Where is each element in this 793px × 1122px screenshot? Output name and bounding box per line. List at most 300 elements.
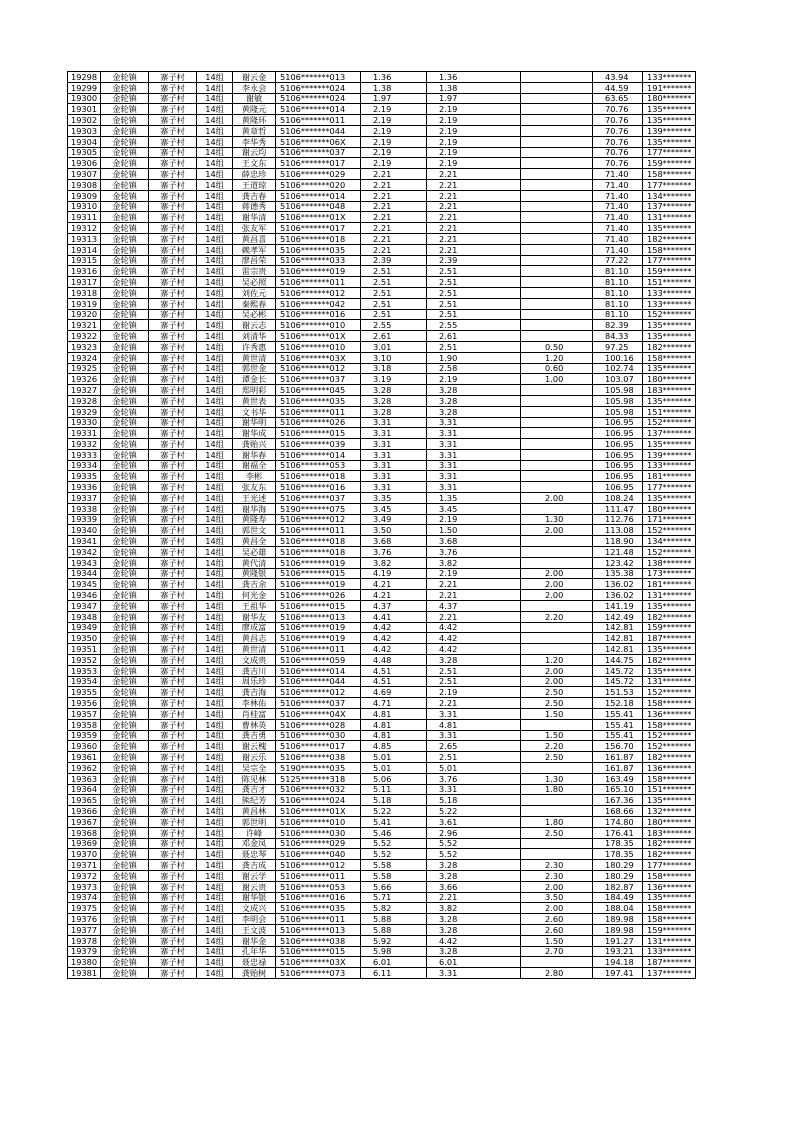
cell-town: 金轮镇 <box>101 633 149 644</box>
cell-total-area: 3.45 <box>361 503 427 514</box>
cell-group: 14组 <box>197 773 233 784</box>
table-row <box>68 471 696 482</box>
cell-town: 金轮镇 <box>101 601 149 612</box>
cell-town: 金轮镇 <box>101 255 149 266</box>
cell-id-number: 5106*******037 <box>276 698 361 709</box>
cell-row-number: 19330 <box>68 417 101 428</box>
cell-id-number: 5106*******019 <box>276 579 361 590</box>
cell-phone: 135******* <box>643 395 696 406</box>
cell-area-b <box>521 223 593 234</box>
cell-total-area: 4.85 <box>361 741 427 752</box>
cell-amount: 178.35 <box>593 838 643 849</box>
cell-total-area: 3.31 <box>361 428 427 439</box>
cell-amount: 105.98 <box>593 395 643 406</box>
cell-amount: 111.47 <box>593 503 643 514</box>
cell-area-a: 2.21 <box>427 201 521 212</box>
cell-group: 14组 <box>197 125 233 136</box>
cell-phone: 158******* <box>643 169 696 180</box>
cell-name: 谢华银 <box>233 892 276 903</box>
cell-id-number: 5106*******015 <box>276 946 361 957</box>
cell-amount: 144.75 <box>593 655 643 666</box>
cell-town: 金轮镇 <box>101 514 149 525</box>
cell-village: 寨子村 <box>149 676 197 687</box>
cell-phone: 135******* <box>643 439 696 450</box>
cell-area-b <box>521 763 593 774</box>
cell-village: 寨子村 <box>149 601 197 612</box>
cell-name: 谢云均 <box>233 147 276 158</box>
cell-id-number: 5106*******030 <box>276 730 361 741</box>
cell-row-number: 19324 <box>68 352 101 363</box>
table-row <box>68 255 696 266</box>
cell-amount: 71.40 <box>593 201 643 212</box>
cell-amount: 84.33 <box>593 331 643 342</box>
cell-phone: 135******* <box>643 115 696 126</box>
cell-id-number: 5106*******014 <box>276 449 361 460</box>
cell-id-number: 5106*******03X <box>276 352 361 363</box>
cell-id-number: 5106*******018 <box>276 233 361 244</box>
cell-group: 14组 <box>197 385 233 396</box>
table-row <box>68 136 696 147</box>
cell-name: 文成贵 <box>233 655 276 666</box>
cell-town: 金轮镇 <box>101 93 149 104</box>
cell-id-number: 5106*******01X <box>276 806 361 817</box>
cell-amount: 155.41 <box>593 709 643 720</box>
cell-phone: 132******* <box>643 806 696 817</box>
cell-village: 寨子村 <box>149 752 197 763</box>
cell-name: 肖桂富 <box>233 709 276 720</box>
cell-row-number: 19337 <box>68 493 101 504</box>
cell-area-a: 2.51 <box>427 287 521 298</box>
cell-total-area: 4.37 <box>361 601 427 612</box>
cell-area-a: 5.18 <box>427 795 521 806</box>
cell-village: 寨子村 <box>149 493 197 504</box>
cell-area-b: 1.30 <box>521 773 593 784</box>
cell-village: 寨子村 <box>149 417 197 428</box>
table-row <box>68 460 696 471</box>
cell-row-number: 19368 <box>68 827 101 838</box>
cell-group: 14组 <box>197 352 233 363</box>
cell-total-area: 5.41 <box>361 816 427 827</box>
cell-total-area: 3.50 <box>361 525 427 536</box>
cell-village: 寨子村 <box>149 104 197 115</box>
cell-phone: 134******* <box>643 190 696 201</box>
cell-total-area: 3.31 <box>361 439 427 450</box>
cell-area-a: 2.51 <box>427 676 521 687</box>
cell-area-a: 4.42 <box>427 935 521 946</box>
cell-area-a: 1.38 <box>427 82 521 93</box>
cell-name: 黄昌全 <box>233 536 276 547</box>
cell-village: 寨子村 <box>149 687 197 698</box>
cell-town: 金轮镇 <box>101 363 149 374</box>
cell-group: 14组 <box>197 503 233 514</box>
cell-name: 郭世金 <box>233 363 276 374</box>
table-row <box>68 655 696 666</box>
cell-area-b <box>521 212 593 223</box>
cell-row-number: 19298 <box>68 72 101 83</box>
cell-group: 14组 <box>197 406 233 417</box>
cell-town: 金轮镇 <box>101 385 149 396</box>
cell-amount: 191.27 <box>593 935 643 946</box>
cell-area-a: 2.21 <box>427 169 521 180</box>
cell-village: 寨子村 <box>149 482 197 493</box>
cell-amount: 197.41 <box>593 968 643 979</box>
cell-town: 金轮镇 <box>101 503 149 514</box>
cell-amount: 70.76 <box>593 158 643 169</box>
cell-phone: 173******* <box>643 568 696 579</box>
cell-name: 聂忠琴 <box>233 849 276 860</box>
cell-amount: 123.42 <box>593 557 643 568</box>
cell-village: 寨子村 <box>149 266 197 277</box>
cell-group: 14组 <box>197 838 233 849</box>
cell-area-b <box>521 536 593 547</box>
cell-town: 金轮镇 <box>101 957 149 968</box>
cell-area-a: 2.39 <box>427 255 521 266</box>
cell-phone: 135******* <box>643 331 696 342</box>
cell-amount: 113.08 <box>593 525 643 536</box>
cell-group: 14组 <box>197 136 233 147</box>
cell-town: 金轮镇 <box>101 655 149 666</box>
cell-total-area: 3.28 <box>361 395 427 406</box>
cell-total-area: 5.58 <box>361 870 427 881</box>
cell-id-number: 5106*******019 <box>276 557 361 568</box>
table-row <box>68 665 696 676</box>
table-row <box>68 816 696 827</box>
cell-town: 金轮镇 <box>101 892 149 903</box>
table-row <box>68 125 696 136</box>
cell-area-b <box>521 136 593 147</box>
cell-amount: 71.40 <box>593 212 643 223</box>
cell-town: 金轮镇 <box>101 331 149 342</box>
cell-area-a: 2.19 <box>427 147 521 158</box>
cell-area-a: 4.37 <box>427 601 521 612</box>
cell-id-number: 5106*******04X <box>276 709 361 720</box>
table-row <box>68 363 696 374</box>
cell-amount: 81.10 <box>593 266 643 277</box>
table-row <box>68 406 696 417</box>
table-row <box>68 752 696 763</box>
cell-id-number: 5106*******037 <box>276 493 361 504</box>
cell-town: 金轮镇 <box>101 611 149 622</box>
cell-group: 14组 <box>197 881 233 892</box>
cell-amount: 82.39 <box>593 320 643 331</box>
cell-row-number: 19377 <box>68 924 101 935</box>
cell-total-area: 4.21 <box>361 590 427 601</box>
cell-area-a: 2.21 <box>427 190 521 201</box>
cell-area-a: 1.36 <box>427 72 521 83</box>
cell-group: 14组 <box>197 201 233 212</box>
cell-total-area: 4.69 <box>361 687 427 698</box>
cell-area-a: 2.19 <box>427 115 521 126</box>
cell-id-number: 5106*******015 <box>276 568 361 579</box>
cell-area-b <box>521 82 593 93</box>
cell-group: 14组 <box>197 730 233 741</box>
cell-village: 寨子村 <box>149 914 197 925</box>
cell-town: 金轮镇 <box>101 676 149 687</box>
cell-area-b <box>521 395 593 406</box>
cell-total-area: 5.11 <box>361 784 427 795</box>
cell-phone: 152******* <box>643 525 696 536</box>
cell-row-number: 19326 <box>68 374 101 385</box>
cell-town: 金轮镇 <box>101 687 149 698</box>
table-row <box>68 266 696 277</box>
cell-area-a: 3.31 <box>427 471 521 482</box>
cell-row-number: 19305 <box>68 147 101 158</box>
cell-area-b: 2.30 <box>521 860 593 871</box>
cell-area-b <box>521 795 593 806</box>
cell-id-number: 5106*******012 <box>276 514 361 525</box>
table-row <box>68 298 696 309</box>
cell-name: 王文东 <box>233 158 276 169</box>
cell-name: 黄世表 <box>233 395 276 406</box>
cell-row-number: 19309 <box>68 190 101 201</box>
table-row <box>68 309 696 320</box>
cell-group: 14组 <box>197 924 233 935</box>
cell-area-b <box>521 331 593 342</box>
cell-amount: 142.81 <box>593 622 643 633</box>
cell-village: 寨子村 <box>149 568 197 579</box>
cell-village: 寨子村 <box>149 622 197 633</box>
cell-town: 金轮镇 <box>101 417 149 428</box>
cell-total-area: 2.19 <box>361 136 427 147</box>
cell-town: 金轮镇 <box>101 482 149 493</box>
cell-row-number: 19375 <box>68 903 101 914</box>
cell-town: 金轮镇 <box>101 709 149 720</box>
cell-id-number: 5106*******010 <box>276 816 361 827</box>
cell-name: 黄昌志 <box>233 633 276 644</box>
cell-phone: 159******* <box>643 924 696 935</box>
cell-id-number: 5106*******018 <box>276 471 361 482</box>
cell-village: 寨子村 <box>149 190 197 201</box>
cell-amount: 167.36 <box>593 795 643 806</box>
cell-phone: 158******* <box>643 773 696 784</box>
cell-total-area: 3.10 <box>361 352 427 363</box>
table-row <box>68 687 696 698</box>
cell-name: 李明会 <box>233 914 276 925</box>
cell-group: 14组 <box>197 331 233 342</box>
table-row <box>68 622 696 633</box>
cell-total-area: 3.31 <box>361 482 427 493</box>
cell-id-number: 5106*******011 <box>276 644 361 655</box>
cell-id-number: 5106*******010 <box>276 320 361 331</box>
cell-village: 寨子村 <box>149 374 197 385</box>
table-row <box>68 870 696 881</box>
cell-area-a: 3.31 <box>427 417 521 428</box>
table-row <box>68 277 696 288</box>
cell-amount: 142.81 <box>593 633 643 644</box>
cell-phone: 187******* <box>643 633 696 644</box>
cell-village: 寨子村 <box>149 870 197 881</box>
cell-group: 14组 <box>197 816 233 827</box>
cell-name: 李彬 <box>233 471 276 482</box>
cell-total-area: 3.28 <box>361 385 427 396</box>
cell-group: 14组 <box>197 611 233 622</box>
cell-row-number: 19343 <box>68 557 101 568</box>
table-row <box>68 676 696 687</box>
cell-group: 14组 <box>197 255 233 266</box>
cell-village: 寨子村 <box>149 827 197 838</box>
cell-id-number: 5106*******045 <box>276 385 361 396</box>
cell-village: 寨子村 <box>149 957 197 968</box>
cell-village: 寨子村 <box>149 255 197 266</box>
cell-group: 14组 <box>197 104 233 115</box>
cell-area-b: 0.60 <box>521 363 593 374</box>
cell-id-number: 5106*******019 <box>276 633 361 644</box>
cell-village: 寨子村 <box>149 115 197 126</box>
cell-village: 寨子村 <box>149 816 197 827</box>
cell-phone: 191******* <box>643 82 696 93</box>
cell-town: 金轮镇 <box>101 309 149 320</box>
cell-area-a: 2.96 <box>427 827 521 838</box>
cell-total-area: 3.31 <box>361 460 427 471</box>
cell-total-area: 5.46 <box>361 827 427 838</box>
cell-town: 金轮镇 <box>101 795 149 806</box>
cell-row-number: 19336 <box>68 482 101 493</box>
cell-row-number: 19353 <box>68 665 101 676</box>
cell-id-number: 5106*******020 <box>276 179 361 190</box>
cell-town: 金轮镇 <box>101 763 149 774</box>
cell-village: 寨子村 <box>149 719 197 730</box>
cell-village: 寨子村 <box>149 125 197 136</box>
table-row <box>68 773 696 784</box>
table-row <box>68 644 696 655</box>
cell-area-a: 5.22 <box>427 806 521 817</box>
cell-group: 14组 <box>197 536 233 547</box>
cell-id-number: 5106*******035 <box>276 903 361 914</box>
cell-town: 金轮镇 <box>101 946 149 957</box>
table-row <box>68 525 696 536</box>
cell-row-number: 19306 <box>68 158 101 169</box>
cell-amount: 77.22 <box>593 255 643 266</box>
cell-row-number: 19340 <box>68 525 101 536</box>
cell-area-a: 3.66 <box>427 881 521 892</box>
cell-amount: 152.18 <box>593 698 643 709</box>
cell-name: 廖成富 <box>233 622 276 633</box>
cell-group: 14组 <box>197 892 233 903</box>
cell-group: 14组 <box>197 590 233 601</box>
cell-group: 14组 <box>197 622 233 633</box>
cell-id-number: 5106*******03X <box>276 957 361 968</box>
cell-area-b: 1.20 <box>521 352 593 363</box>
cell-total-area: 4.51 <box>361 676 427 687</box>
table-row <box>68 482 696 493</box>
cell-row-number: 19325 <box>68 363 101 374</box>
cell-phone: 183******* <box>643 827 696 838</box>
cell-area-a: 4.42 <box>427 633 521 644</box>
cell-phone: 158******* <box>643 903 696 914</box>
cell-amount: 63.65 <box>593 93 643 104</box>
cell-name: 陈见林 <box>233 773 276 784</box>
cell-area-a: 2.51 <box>427 266 521 277</box>
cell-row-number: 19315 <box>68 255 101 266</box>
cell-amount: 161.87 <box>593 763 643 774</box>
cell-amount: 44.59 <box>593 82 643 93</box>
cell-group: 14组 <box>197 395 233 406</box>
cell-village: 寨子村 <box>149 212 197 223</box>
cell-area-b: 1.50 <box>521 709 593 720</box>
cell-town: 金轮镇 <box>101 212 149 223</box>
cell-name: 谢云学 <box>233 870 276 881</box>
cell-name: 郭世明 <box>233 816 276 827</box>
cell-area-a: 3.76 <box>427 547 521 558</box>
cell-village: 寨子村 <box>149 223 197 234</box>
cell-phone: 135******* <box>643 644 696 655</box>
cell-town: 金轮镇 <box>101 849 149 860</box>
cell-name: 吴必雄 <box>233 547 276 558</box>
cell-area-b: 2.20 <box>521 741 593 752</box>
cell-amount: 71.40 <box>593 223 643 234</box>
cell-village: 寨子村 <box>149 341 197 352</box>
cell-phone: 183******* <box>643 385 696 396</box>
cell-name: 许秀惠 <box>233 341 276 352</box>
cell-amount: 155.41 <box>593 719 643 730</box>
cell-town: 金轮镇 <box>101 741 149 752</box>
cell-id-number: 5106*******044 <box>276 676 361 687</box>
cell-area-b: 2.50 <box>521 827 593 838</box>
cell-town: 金轮镇 <box>101 341 149 352</box>
cell-amount: 194.18 <box>593 957 643 968</box>
table-row <box>68 417 696 428</box>
cell-phone: 133******* <box>643 287 696 298</box>
data-table <box>67 71 696 979</box>
cell-total-area: 2.19 <box>361 125 427 136</box>
cell-area-b: 2.50 <box>521 752 593 763</box>
cell-amount: 121.48 <box>593 547 643 558</box>
cell-town: 金轮镇 <box>101 935 149 946</box>
cell-village: 寨子村 <box>149 82 197 93</box>
cell-id-number: 5106*******053 <box>276 460 361 471</box>
cell-village: 寨子村 <box>149 536 197 547</box>
cell-name: 赖孝军 <box>233 244 276 255</box>
cell-amount: 135.38 <box>593 568 643 579</box>
cell-area-b <box>521 644 593 655</box>
cell-row-number: 19333 <box>68 449 101 460</box>
table-row <box>68 914 696 925</box>
cell-village: 寨子村 <box>149 298 197 309</box>
cell-village: 寨子村 <box>149 428 197 439</box>
cell-village: 寨子村 <box>149 503 197 514</box>
cell-town: 金轮镇 <box>101 82 149 93</box>
table-row <box>68 514 696 525</box>
cell-area-b <box>521 417 593 428</box>
cell-id-number: 5106*******011 <box>276 870 361 881</box>
cell-row-number: 19332 <box>68 439 101 450</box>
cell-amount: 106.95 <box>593 449 643 460</box>
table-row <box>68 557 696 568</box>
cell-town: 金轮镇 <box>101 471 149 482</box>
cell-group: 14组 <box>197 244 233 255</box>
cell-total-area: 4.71 <box>361 698 427 709</box>
cell-group: 14组 <box>197 601 233 612</box>
cell-area-a: 3.28 <box>427 385 521 396</box>
cell-area-b <box>521 169 593 180</box>
cell-area-b <box>521 287 593 298</box>
cell-phone: 131******* <box>643 935 696 946</box>
cell-row-number: 19329 <box>68 406 101 417</box>
cell-name: 谢华春 <box>233 449 276 460</box>
cell-total-area: 5.88 <box>361 914 427 925</box>
cell-village: 寨子村 <box>149 698 197 709</box>
cell-id-number: 5190*******035 <box>276 763 361 774</box>
cell-name: 谢华海 <box>233 503 276 514</box>
cell-town: 金轮镇 <box>101 870 149 881</box>
cell-area-b: 2.00 <box>521 579 593 590</box>
cell-area-a: 2.19 <box>427 125 521 136</box>
cell-town: 金轮镇 <box>101 449 149 460</box>
cell-phone: 131******* <box>643 212 696 223</box>
cell-area-a: 3.31 <box>427 709 521 720</box>
cell-id-number: 5106*******019 <box>276 266 361 277</box>
cell-group: 14组 <box>197 665 233 676</box>
